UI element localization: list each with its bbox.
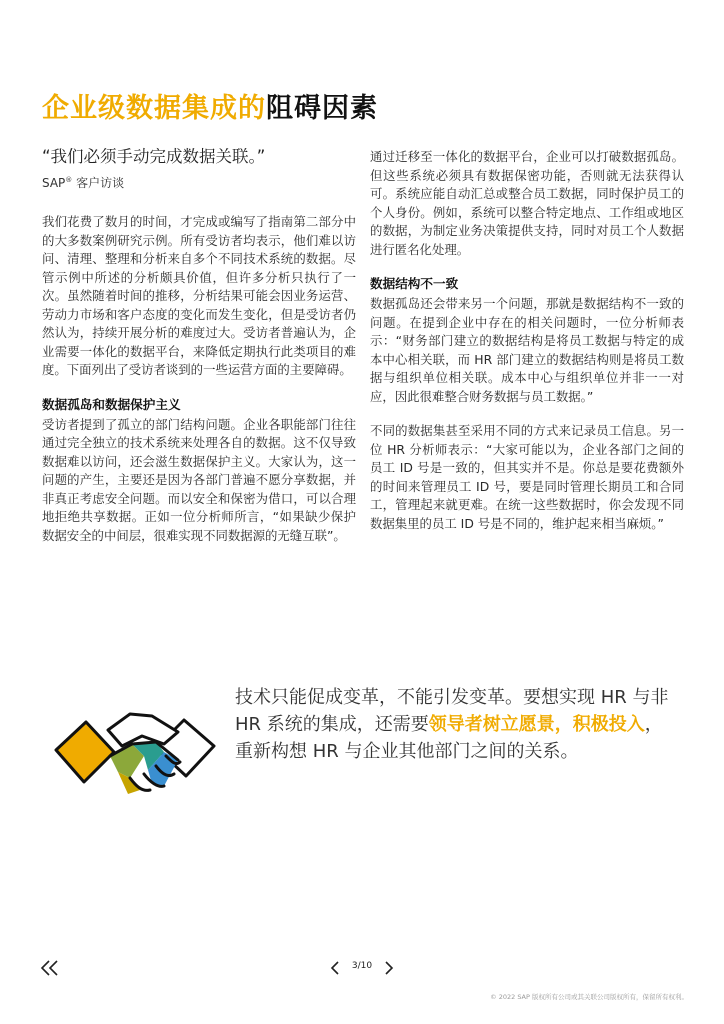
section-heading-silos: 数据孤岛和数据保护主义 bbox=[42, 396, 181, 412]
page-number: 3/10 bbox=[351, 961, 373, 971]
page-title-highlight: 企业级数据集成的 bbox=[42, 93, 266, 124]
callout-text bbox=[235, 684, 675, 765]
page-title bbox=[42, 86, 378, 125]
structure-paragraph: 数据孤岛还会带来另一个问题，那就是数据结构不一致的问题。在提到企业中存在的相关问题时，一位分析师表示：“财务部门建立的数据结构是将员工数据与特定的成本中心相关联，而 HR 部门建立的数据结构则是将员工数据与组织单位相关联。成本中心与组织单位并非一一对应，因此很难整合财务数据与员工数据。” bbox=[370, 296, 684, 404]
intro-paragraph: 我们花费了数月的时间，才完成或编写了指南第二部分中的大多数案例研究示例。所有受访者均表示，他们难以访问、清理、整理和分析来自多个不同技术系统的数据。尽管示例中所述的分析颇具价值，但许多分析只执行了一次。虽然随着时间的推移，分析结果可能会因业务运营、劳动力市场和客户态度的变化而发生变化，但是受访者仍然认为，持续开展分析的难度过大。受访者普遍认为，企业需要一体化的数据平台，来降低定期执行此类项目的难度。下面列出了受访者谈到的一些运营方面的主要障碍。 bbox=[42, 214, 356, 377]
copyright-footer: © 2022 SAP 版权所有公司或其关联公司版权所有，保留所有权利。 bbox=[490, 993, 688, 1001]
left-column bbox=[42, 146, 356, 561]
page-navigator bbox=[330, 958, 394, 978]
source-brand: SAP bbox=[42, 176, 66, 190]
chevron-left-icon[interactable] bbox=[330, 960, 340, 976]
registered-mark: ® bbox=[65, 176, 73, 184]
source-label: 客户访谈 bbox=[72, 176, 125, 190]
platform-paragraph: 通过迁移至一体化的数据平台，企业可以打破数据孤岛。但这些系统必须具有数据保密功能，否则就无法获得认可。系统应能自动汇总或整合员工数据，同时保护员工的个人身份。例如，系统可以整合特定地点、工作组或地区的数据，为制定业务决策提供支持，同时对员工个人数据进行匿名化处理。 bbox=[370, 149, 684, 257]
customer-quote: “我们必须手动完成数据关联。” bbox=[42, 147, 266, 166]
employee-id-paragraph: 不同的数据集甚至采用不同的方式来记录员工信息。另一位 HR 分析师表示：“大家可能以为，企业各部门之间的员工 ID 号是一致的，但其实并不是。你总是要花费额外的时间来管理员工 ID 号，要是同时管理长期员工和合同工，管理起来就更难。在统一这些数据时，你会发现不同数据集里的员工 ID 号是不同的，维护起来相当麻烦。” bbox=[370, 423, 684, 531]
callout-pre: 技术只能促成变革，不能引发变革。要想实现 HR 与非 HR 系统的集成，还需要 bbox=[235, 687, 669, 735]
handshake-icon bbox=[52, 686, 218, 808]
page-title-rest: 阻碍因素 bbox=[266, 93, 378, 124]
chevron-right-icon[interactable] bbox=[384, 960, 394, 976]
section-heading-structure: 数据结构不一致 bbox=[370, 276, 459, 291]
quote-source bbox=[42, 172, 356, 191]
right-column bbox=[370, 148, 684, 549]
double-chevron-left-icon[interactable] bbox=[38, 958, 62, 978]
callout-post: ，重新构想 HR 与企业其他部门之间的关系。 bbox=[235, 714, 663, 762]
silos-paragraph: 受访者提到了孤立的部门结构问题。企业各职能部门往往通过完全独立的技术系统来处理各自的数据。这不仅导致数据难以访问，还会滋生数据保护主义。大家认为，这一问题的产生，主要还是因为各部门普遍不愿分享数据，并非真正考虑安全问题。而以安全和保密为借口，可以合理地拒绝共享数据。正如一位分析师所言，“如果缺少保护数据安全的中间层，很难实现不同数据源的无缝互联”。 bbox=[42, 416, 356, 543]
callout-highlight: 领导者树立愿景，积极投入 bbox=[428, 714, 645, 735]
